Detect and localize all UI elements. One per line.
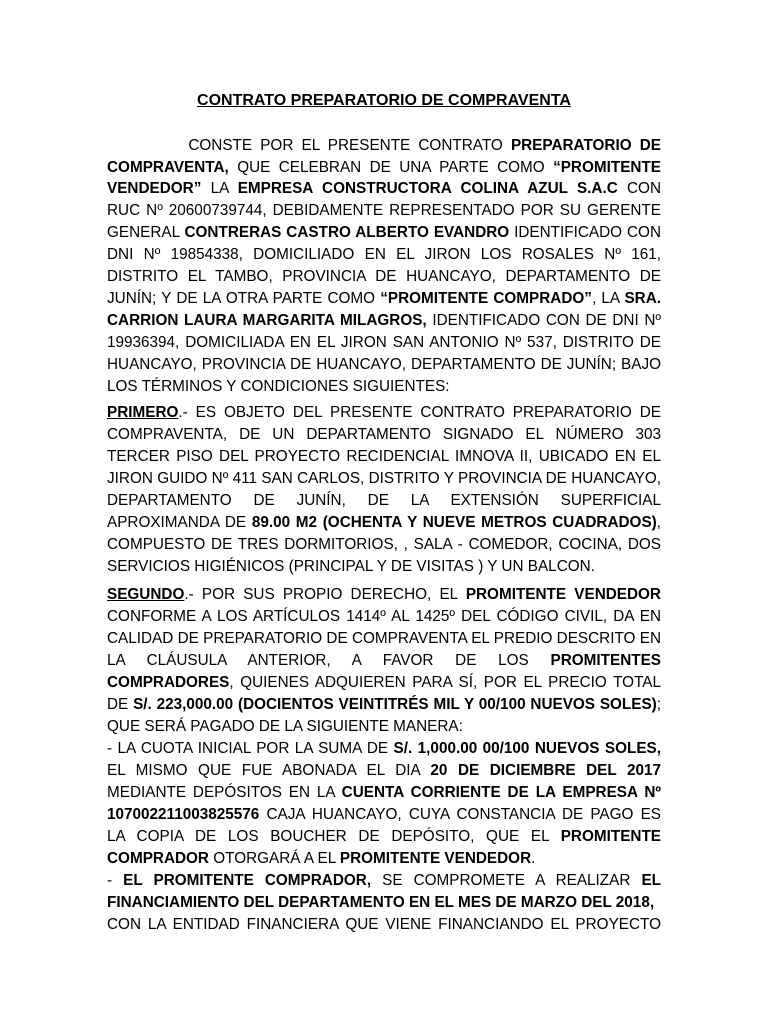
text-line (107, 784, 661, 804)
text-line (107, 246, 661, 266)
text-run: PRIMERO (107, 404, 179, 421)
text-line (107, 916, 661, 936)
text-run: CONTRERAS CASTRO ALBERTO EVANDRO (184, 224, 510, 241)
text-line (107, 290, 661, 310)
text-line (107, 404, 661, 424)
text-run: PROMITENTE VENDEDOR (465, 586, 661, 603)
text-run: LA CLÁUSULA ANTERIOR, A FAVOR DE LOS (107, 652, 551, 669)
text-run: SRA. (624, 290, 661, 307)
text-line (107, 137, 661, 157)
text-run: CALIDAD DE PREPARATORIO DE COMPRAVENTA EL PREDIO DESCRITO EN (107, 630, 661, 647)
text-line (107, 426, 661, 446)
text-run: DE (107, 696, 134, 713)
text-run: EL (641, 872, 661, 889)
text-run: CAJA HUANCAYO, CUYA CONSTANCIA DE PAGO ES (259, 806, 661, 823)
text-run: JIRON GUIDO Nº 411 SAN CARLOS, DISTRITO Y PROVINCIA DE HUANCAYO, (107, 470, 661, 487)
text-run: S/. 1,000.00 00/100 NUEVOS SOLES, (393, 740, 661, 757)
text-run: PREPARATORIO DE (510, 137, 662, 154)
text-run: , QUIENES ADQUIEREN PARA SÍ, POR EL PRECIO TOTAL (229, 674, 661, 691)
text-run: CON LA ENTIDAD FINANCIERA QUE VIENE FINANCIANDO EL PROYECTO (107, 916, 661, 933)
text-run: QUE CELEBRAN DE UNA PARTE COMO (228, 159, 554, 176)
text-run: CONFORME A LOS ARTÍCULOS 1414º AL 1425º DEL CÓDIGO CIVIL, DA EN (107, 608, 661, 625)
text-line (107, 696, 661, 716)
text-run: . (531, 850, 536, 867)
text-run: COMPRADOR (107, 850, 209, 867)
text-line (107, 630, 661, 650)
text-run: 107002211003825576 (107, 806, 260, 823)
text-run: .- POR SUS PROPIO DERECHO, EL (184, 586, 466, 603)
text-run: JUNÍN; Y DE LA OTRA PARTE COMO (107, 290, 381, 307)
text-run: FINANCIAMIENTO DEL DEPARTAMENTO EN EL MES DE MARZO DEL 2018, (107, 894, 655, 911)
text-line (107, 514, 661, 534)
text-run: IDENTIFICADO CON (509, 224, 661, 241)
text-line (107, 492, 661, 512)
text-line (107, 312, 661, 332)
text-line (107, 268, 661, 288)
text-line (107, 718, 661, 738)
text-run: DEPARTAMENTO DE JUNÍN, DE LA EXTENSIÓN SUPERFICIAL (107, 492, 661, 509)
document-title: CONTRATO PREPARATORIO DE COMPRAVENTA (197, 92, 571, 109)
text-run: ; (656, 696, 662, 713)
text-run: , (656, 514, 661, 531)
text-run: EL PROMITENTE COMPRADOR, (123, 872, 372, 889)
text-run: LA (201, 180, 238, 197)
text-run: - LA CUOTA INICIAL POR LA SUMA DE (107, 740, 394, 757)
text-run: PROMITENTE VENDEDOR (339, 850, 532, 867)
text-run: DISTRITO EL TAMBO, PROVINCIA DE HUANCAYO, DEPARTAMENTO DE (107, 268, 661, 285)
text-run: APROXIMANDA DE (107, 514, 252, 531)
text-run: COMPRADORES (107, 674, 230, 691)
text-line (107, 806, 661, 826)
text-line (107, 159, 661, 179)
text-run: EL MISMO QUE FUE ABONADA EL DIA (107, 762, 431, 779)
text-run: OTORGARÁ A EL (208, 850, 340, 867)
text-run: CARRION LAURA MARGARITA MILAGROS, (107, 312, 427, 329)
text-run: MEDIANTE DEPÓSITOS EN LA (107, 784, 342, 801)
text-run: RUC Nº 20600739744, DEBIDAMENTE REPRESENTADO POR SU GERENTE (107, 202, 661, 219)
text-run: COMPRAVENTA, (107, 159, 229, 176)
text-line (107, 608, 661, 628)
text-run: - (107, 872, 124, 889)
text-run: , LA (591, 290, 625, 307)
text-line (107, 850, 661, 870)
text-run: S/. 223,000.00 (DOCIENTOS VEINTITRÉS MIL Y 00/100 NUEVOS SOLES) (133, 696, 657, 713)
text-line (107, 202, 661, 222)
text-run: PROMITENTE (560, 828, 661, 845)
text-run: LOS TÉRMINOS Y CONDICIONES SIGUIENTES: (107, 378, 450, 395)
text-run: 89.00 M2 (OCHENTA Y NUEVE METROS CUADRADOS) (251, 514, 657, 531)
text-line (107, 180, 661, 200)
text-line (107, 740, 661, 760)
text-run: HUANCAYO, PROVINCIA DE HUANCAYO, DEPARTAMENTO DE JUNÍN; BAJO (107, 356, 661, 373)
text-run: CON (617, 180, 661, 197)
text-run: CONSTE POR EL PRESENTE CONTRATO (107, 137, 511, 154)
text-run: LA COPIA DE LOS BOUCHER DE DEPÓSITO, QUE EL (107, 828, 561, 845)
text-line (107, 448, 661, 468)
text-run: CUENTA CORRIENTE DE LA EMPRESA Nº (341, 784, 661, 801)
text-run: 19936394, DOMICILIADA EN EL JIRON SAN ANTONIO Nº 537, DISTRITO DE (107, 334, 661, 351)
text-line (107, 828, 661, 848)
text-line (107, 586, 661, 606)
text-line (107, 536, 661, 556)
text-line (107, 872, 661, 892)
text-run: PROMITENTES (550, 652, 661, 669)
text-line (107, 558, 661, 578)
text-run: SEGUNDO (107, 586, 185, 603)
text-line (107, 470, 661, 490)
text-run: VENDEDOR” (107, 180, 202, 197)
text-run: SE COMPROMETE A REALIZAR (371, 872, 642, 889)
text-run: 20 DE DICIEMBRE DEL 2017 (430, 762, 662, 779)
text-line (107, 652, 661, 672)
text-run: TERCER PISO DEL PROYECTO RECIDENCIAL IMNOVA II, UBICADO EN EL (107, 448, 661, 465)
text-line (107, 224, 661, 244)
text-run: .- ES OBJETO DEL PRESENTE CONTRATO PREPARATORIO DE (178, 404, 661, 421)
text-line (107, 674, 661, 694)
text-run: “PROMITENTE (553, 159, 661, 176)
text-run: GENERAL (107, 224, 185, 241)
text-run: EMPRESA CONSTRUCTORA COLINA AZUL S.A.C (237, 180, 618, 197)
text-run: QUE SERÁ PAGADO DE LA SIGUIENTE MANERA: (107, 718, 463, 735)
text-line (107, 894, 661, 914)
text-line (107, 334, 661, 354)
text-line (107, 356, 661, 376)
text-run: COMPRAVENTA, DE UN DEPARTAMENTO SIGNADO EL NÚMERO 303 (107, 426, 661, 443)
text-line (107, 378, 661, 398)
text-run: SERVICIOS HIGIÉNICOS (PRINCIPAL Y DE VISITAS ) Y UN BALCON. (107, 558, 595, 575)
text-run: COMPUESTO DE TRES DORMITORIOS, , SALA - COMEDOR, COCINA, DOS (107, 536, 661, 553)
text-run: “PROMITENTE COMPRADO” (380, 290, 592, 307)
text-line (107, 762, 661, 782)
text-run: IDENTIFICADO CON DE DNI Nº (426, 312, 661, 329)
text-run: DNI Nº 19854338, DOMICILIADO EN EL JIRON LOS ROSALES Nº 161, (107, 246, 661, 263)
